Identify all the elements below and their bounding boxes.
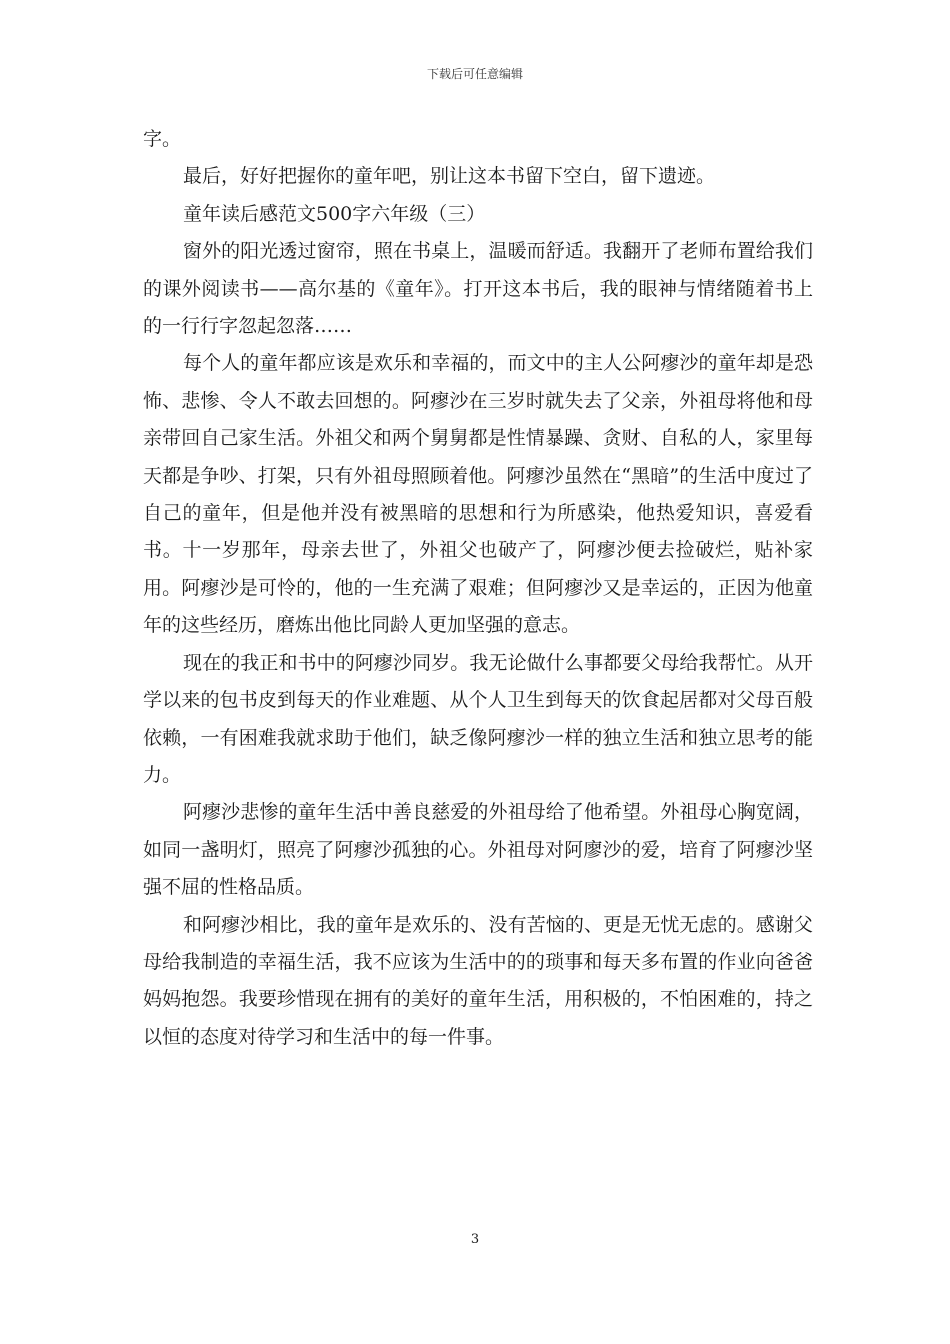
page-number: 3 [470,1232,480,1247]
paragraph-continuation: 字。 [143,128,182,150]
paragraph: 窗外的阳光透过窗帘，照在书桌上，温暖而舒适。我翻开了老师布置给我们的课外阅读书——高尔基的《童年》。打开这本书后，我的眼神与情绪随着书上的一行行字忽起忽落…… [143,240,813,338]
paragraph-closing-line: 最后，好好把握你的童年吧，别让这本书留下空白，留下遗迹。 [183,165,716,188]
section-heading: 童年读后感范文500字六年级（三） [183,202,486,225]
page-header: 下载后可任意编辑 [426,67,523,81]
document-body [143,121,813,1056]
paragraph: 每个人的童年都应该是欢乐和幸福的，而文中的主人公阿瘳沙的童年却是恐怖、悲惨、令人不敢去回想的。阿瘳沙在三岁时就失去了父亲，外祖母将他和母亲带回自己家生活。外祖父和两个舅舅都是性情暴躁、贪财、自私的人，家里每天都是争吵、打架，只有外祖母照顾着他。阿瘳沙虽然在“黑暗”的生活中度过了自己的童年，但是他并没有被黑暗的思想和行为所感染，他热爱知识，喜爱看书。十一岁那年，母亲去世了，外祖父也破产了，阿瘳沙便去捡破烂，贴补家用。阿瘳沙是可怜的，他的一生充满了艰难；但阿瘳沙又是幸运的，正因为他童年的这些经历，磨炼出他比同龄人更加坚强的意志。 [143,352,813,637]
paragraph: 现在的我正和书中的阿瘳沙同岁。我无论做什么事都要父母给我帮忙。从开学以来的包书皮到每天的作业难题、从个人卫生到每天的饮食起居都对父母百般依赖，一有困难我就求助于他们，缺乏像阿瘳沙一样的独立生活和独立思考的能力。 [143,651,813,786]
paragraph: 阿瘳沙悲惨的童年生活中善良慈爱的外祖母给了他希望。外祖母心胸宽阔，如同一盏明灯，照亮了阿瘳沙孤独的心。外祖母对阿廖沙的爱，培育了阿瘳沙坚强不屈的性格品质。 [143,801,813,899]
paragraph: 和阿瘳沙相比，我的童年是欢乐的、没有苦恼的、更是无忧无虑的。感谢父母给我制造的幸福生活，我不应该为生活中的的琐事和每天多布置的作业向爸爸妈妈抱怨。我要珍惜现在拥有的美好的童年生活，用积极的，不怕困难的，持之以恒的态度对待学习和生活中的每一件事。 [143,913,813,1048]
